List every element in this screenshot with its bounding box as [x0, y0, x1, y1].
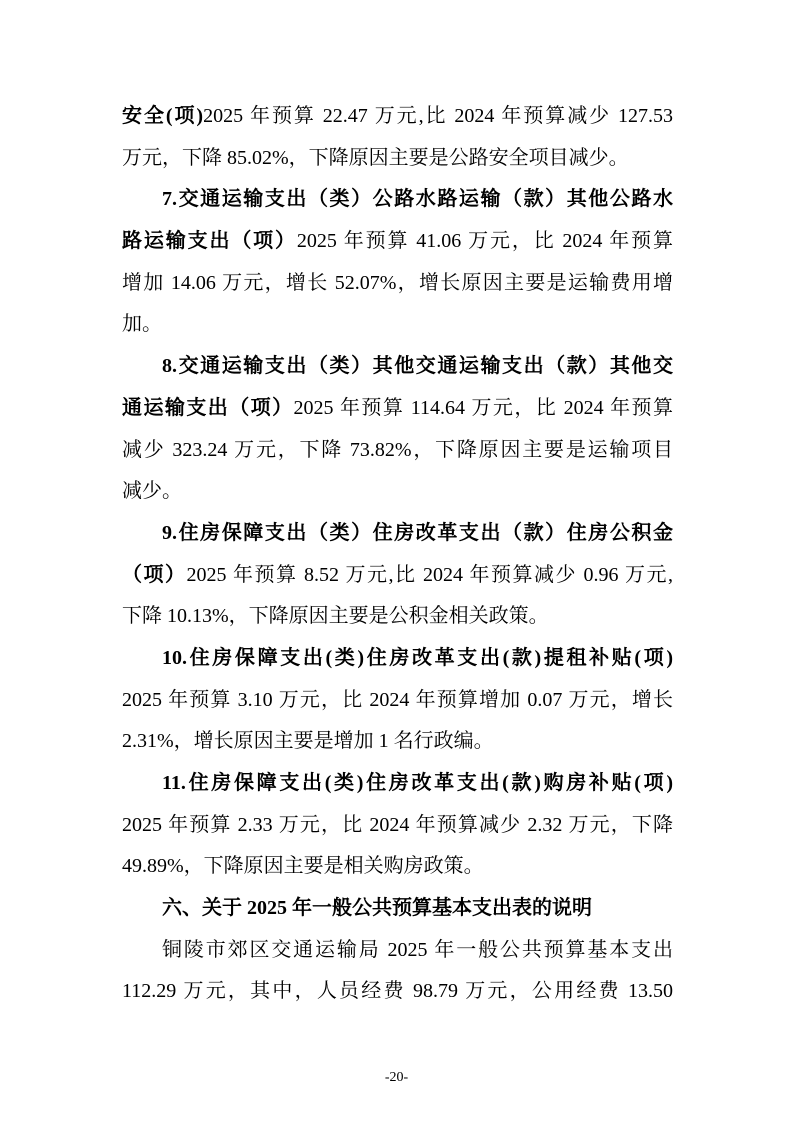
item-9-heading-line [122, 513, 673, 555]
line-text: 2025 年预算 3.10 万元，比 2024 年预算增加 0.07 万元，增长 [122, 688, 673, 711]
text-line [122, 221, 673, 263]
line-text: 万元，下降 85.02%，下降原因主要是公路安全项目减少。 [122, 146, 629, 169]
line-text: 2025 年预算 41.06 万元，比 2024 年预算 [296, 230, 674, 253]
bold-item-label: 路运输支出（项） [122, 230, 297, 253]
item-10-heading-line [122, 638, 673, 680]
text-line [122, 721, 673, 763]
text-line [122, 555, 673, 597]
bold-item-label: （项） [122, 563, 187, 586]
line-text: 2025 年预算 2.33 万元，比 2024 年预算减少 2.32 万元，下降 [122, 813, 673, 836]
line-text: 2025 年预算 114.64 万元，比 2024 年预算 [293, 396, 673, 419]
text-line [122, 971, 673, 1013]
bold-item-label: 10.住房保障支出(类)住房改革支出(款)提租补贴(项) [162, 646, 673, 669]
text-line [122, 96, 673, 138]
text-line [122, 263, 673, 305]
bold-item-label: 9.住房保障支出（类）住房改革支出（款）住房公积金 [162, 521, 673, 544]
line-text: 下降 10.13%，下降原因主要是公积金相关政策。 [122, 605, 549, 628]
bold-item-label: 安全(项) [122, 105, 204, 127]
text-line [122, 930, 673, 972]
text-line [122, 304, 673, 346]
bold-item-label: 通运输支出（项） [122, 396, 294, 419]
line-text: 增加 14.06 万元，增长 52.07%，增长原因主要是运输费用增 [122, 271, 673, 294]
text-line [122, 680, 673, 722]
line-text: 减少。 [122, 480, 182, 503]
line-text: 49.89%，下降原因主要是相关购房政策。 [122, 855, 484, 878]
line-text: 减少 323.24 万元，下降 73.82%，下降原因主要是运输项目 [122, 438, 673, 461]
line-text: 2025 年预算 22.47 万元,比 2024 年预算减少 127.53 [203, 105, 674, 127]
bold-item-label: 7.交通运输支出（类）公路水路运输（款）其他公路水 [162, 188, 673, 211]
line-text: 2.31%，增长原因主要是增加 1 名行政编。 [122, 730, 494, 753]
section-heading: 六、关于 2025 年一般公共预算基本支出表的说明 [162, 897, 592, 920]
text-line [122, 471, 673, 513]
text-line [122, 430, 673, 472]
text-line [122, 388, 673, 430]
line-text: 加。 [122, 313, 162, 336]
text-line [122, 846, 673, 888]
text-line [122, 596, 673, 638]
text-line [122, 805, 673, 847]
page-number: -20- [384, 1070, 409, 1085]
line-text: 112.29 万元，其中，人员经费 98.79 万元，公用经费 13.50 [122, 980, 673, 1003]
document-body [122, 96, 673, 1013]
bold-item-label: 11.住房保障支出(类)住房改革支出(款)购房补贴(项) [162, 772, 673, 794]
line-text: 2025 年预算 8.52 万元,比 2024 年预算减少 0.96 万元, [186, 563, 673, 586]
item-8-heading-line [122, 346, 673, 388]
bold-item-label: 8.交通运输支出（类）其他交通运输支出（款）其他交 [162, 355, 673, 378]
line-text: 铜陵市郊区交通运输局 2025 年一般公共预算基本支出 [162, 938, 673, 961]
item-11-heading-line [122, 763, 673, 805]
text-line [122, 138, 673, 180]
item-7-heading-line [122, 179, 673, 221]
